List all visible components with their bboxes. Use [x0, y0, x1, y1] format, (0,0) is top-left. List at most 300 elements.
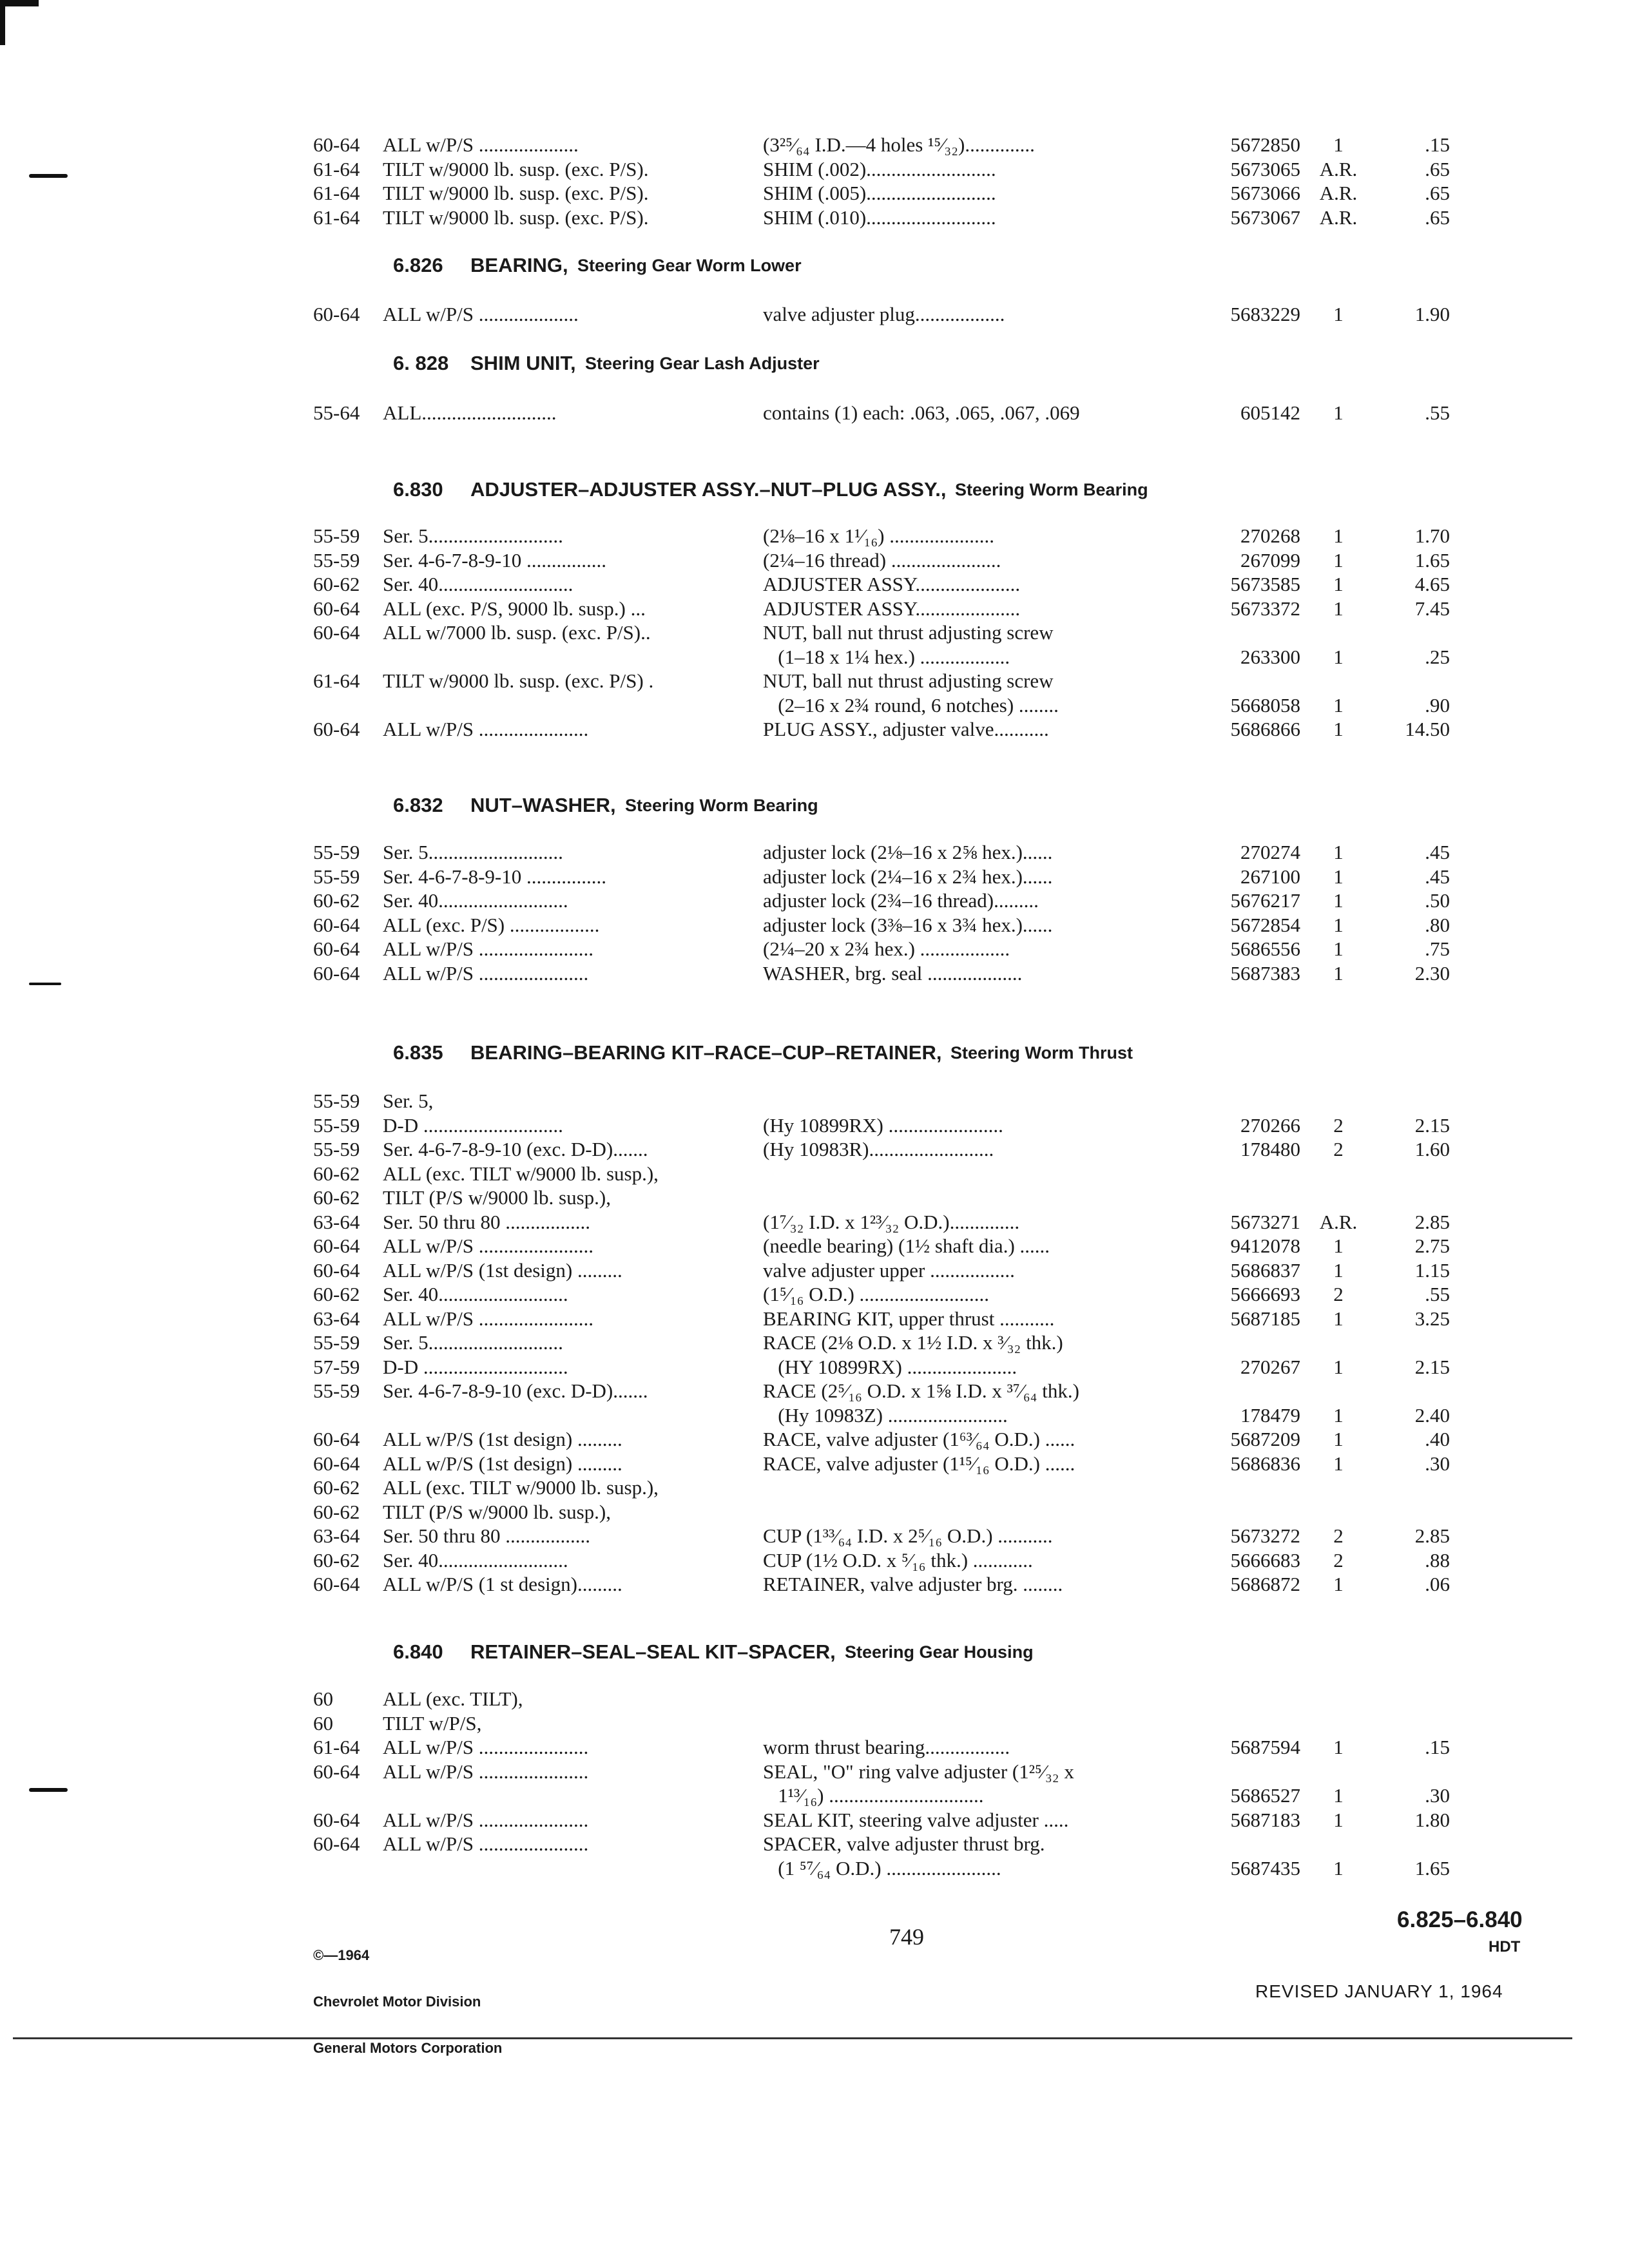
application: ALL (exc. TILT w/9000 lb. susp.),	[383, 1476, 659, 1499]
description: SPACER, valve adjuster thrust brg.	[763, 1832, 1045, 1855]
quantity: 1	[1333, 1808, 1344, 1831]
part-number: 5668058	[1230, 693, 1300, 716]
year-range: 61-64	[313, 1736, 360, 1758]
description: contains (1) each: .063, .065, .067, .069	[763, 401, 1080, 424]
year-range: 60-64	[313, 1573, 360, 1595]
table-row	[0, 1711, 1629, 1736]
table-row	[0, 523, 1629, 549]
year-range: 61-64	[313, 669, 360, 692]
price: .65	[1425, 206, 1450, 229]
section-title: SHIM UNIT,	[470, 352, 576, 374]
copyright-block	[313, 1917, 502, 2071]
part-number: 270274	[1240, 841, 1300, 863]
part-number: 5686556	[1230, 937, 1300, 960]
section-subtitle: Steering Worm Bearing	[955, 480, 1148, 499]
quantity: 1	[1333, 1235, 1344, 1257]
table-row	[0, 572, 1629, 597]
quantity: 2	[1333, 1138, 1344, 1160]
application: ALL (exc. TILT),	[383, 1687, 523, 1710]
description: SHIM (.005)..........................	[763, 182, 996, 204]
part-number: 5676217	[1230, 889, 1300, 912]
price: .55	[1425, 1283, 1450, 1305]
section-subtitle: Steering Gear Lash Adjuster	[585, 354, 820, 373]
description: (1 ⁵⁷⁄₆₄ O.D.) .......................	[763, 1856, 1001, 1879]
year-range: 55-59	[313, 1331, 360, 1354]
description: SHIM (.010)..........................	[763, 206, 996, 229]
price: 1.90	[1414, 303, 1450, 325]
application: ALL (exc. P/S, 9000 lb. susp.) ...	[383, 597, 646, 620]
year-range: 60-64	[313, 1760, 360, 1783]
application: TILT (P/S w/9000 lb. susp.),	[383, 1186, 611, 1209]
table-row	[0, 961, 1629, 986]
description: (3²⁵⁄₆₄ I.D.—4 holes ¹⁵⁄₃₂)..............	[763, 133, 1035, 156]
application: Ser. 5...........................	[383, 1331, 563, 1354]
section-heading	[0, 476, 1629, 504]
table-row	[0, 1499, 1629, 1525]
application: Ser. 40..........................	[383, 1283, 568, 1305]
section-title: ADJUSTER–ADJUSTER ASSY.–NUT–PLUG ASSY.,	[470, 478, 947, 501]
part-number: 5673065	[1230, 157, 1300, 180]
price: .90	[1425, 693, 1450, 716]
price: .80	[1425, 913, 1450, 936]
price: 2.40	[1414, 1403, 1450, 1427]
year-range: 60-62	[313, 1162, 360, 1185]
table-row	[0, 1233, 1629, 1259]
section-number: 6.832	[393, 794, 443, 816]
part-number: 5687183	[1230, 1808, 1300, 1831]
application: ALL w/P/S (1 st design).........	[383, 1573, 622, 1595]
year-range: 60-64	[313, 597, 360, 620]
price: 1.80	[1414, 1808, 1450, 1831]
quantity: 1	[1333, 1452, 1344, 1475]
application: Ser. 4-6-7-8-9-10 (exc. D-D).......	[383, 1379, 648, 1402]
year-range: 55-59	[313, 548, 360, 572]
year-range: 55-59	[313, 1379, 360, 1402]
part-number: 5673067	[1230, 206, 1300, 229]
application: ALL w/P/S (1st design) .........	[383, 1452, 622, 1475]
table-row	[0, 1475, 1629, 1501]
part-number: 5683229	[1230, 303, 1300, 325]
quantity: 1	[1333, 961, 1344, 985]
table-row	[0, 302, 1629, 327]
part-number: 263300	[1240, 645, 1300, 668]
part-number: 5673272	[1230, 1524, 1300, 1547]
application: ALL w/P/S .......................	[383, 937, 593, 960]
table-row	[0, 1306, 1629, 1332]
table-row	[0, 1161, 1629, 1187]
year-range: 60-62	[313, 1548, 360, 1571]
table-row	[0, 1831, 1629, 1857]
application: Ser. 40..........................	[383, 889, 568, 912]
application: ALL w/P/S (1st design) .........	[383, 1258, 622, 1282]
table-row	[0, 693, 1629, 718]
section-heading	[0, 1638, 1629, 1666]
price: 3.25	[1414, 1307, 1450, 1330]
year-range: 61-64	[313, 206, 360, 229]
part-number: 5686527	[1230, 1784, 1300, 1807]
description: RACE, valve adjuster (1⁶³⁄₆₄ O.D.) ......	[763, 1428, 1075, 1450]
price: 2.85	[1414, 1524, 1450, 1547]
table-row	[0, 1209, 1629, 1235]
price: .15	[1425, 1736, 1450, 1758]
quantity: 1	[1333, 937, 1344, 960]
table-row	[0, 1403, 1629, 1428]
application: ALL w/P/S (1st design) .........	[383, 1428, 622, 1450]
quantity: 1	[1333, 401, 1344, 424]
application: ALL w/P/S .......................	[383, 1307, 593, 1330]
year-range: 60-64	[313, 621, 360, 644]
scan-mark	[29, 174, 68, 178]
quantity: 2	[1333, 1524, 1344, 1547]
quantity: 1	[1333, 645, 1344, 668]
application: TILT w/9000 lb. susp. (exc. P/S) .	[383, 669, 654, 692]
part-number: 5687185	[1230, 1307, 1300, 1330]
price: 2.85	[1414, 1210, 1450, 1233]
quantity: 1	[1333, 597, 1344, 620]
table-row	[0, 205, 1629, 231]
part-number: 5673066	[1230, 182, 1300, 204]
table-row	[0, 912, 1629, 938]
section-number: 6.835	[393, 1041, 443, 1064]
description: BEARING KIT, upper thrust ...........	[763, 1307, 1055, 1330]
year-range: 55-64	[313, 401, 360, 424]
quantity: 1	[1333, 524, 1344, 547]
description: adjuster lock (2¼–16 x 2¾ hex.)......	[763, 865, 1053, 888]
year-range: 60-64	[313, 1452, 360, 1475]
year-range: 60-62	[313, 1476, 360, 1499]
table-row	[0, 668, 1629, 694]
part-number: 178479	[1240, 1403, 1300, 1427]
table-row	[0, 1282, 1629, 1307]
price: 1.15	[1414, 1258, 1450, 1282]
application: Ser. 5,	[383, 1090, 434, 1112]
description: ADJUSTER ASSY.....................	[763, 573, 1021, 595]
description: CUP (1³³⁄₆₄ I.D. x 2⁵⁄₁₆ O.D.) ...........	[763, 1524, 1053, 1547]
table-row	[0, 1113, 1629, 1139]
part-number: 267099	[1240, 548, 1300, 572]
quantity: 1	[1333, 693, 1344, 716]
quantity: 1	[1333, 133, 1344, 156]
section-title: NUT–WASHER,	[470, 794, 616, 816]
quantity: A.R.	[1319, 1210, 1358, 1233]
quantity: 1	[1333, 913, 1344, 936]
description: (2¼–20 x 2¾ hex.) ..................	[763, 937, 1010, 960]
application: ALL w/P/S ......................	[383, 1808, 589, 1831]
section-subtitle: Steering Worm Bearing	[625, 796, 818, 815]
table-row	[0, 1735, 1629, 1760]
price: 2.15	[1414, 1113, 1450, 1137]
corporation: General Motors Corporation	[313, 2040, 503, 2056]
quantity: 1	[1333, 548, 1344, 572]
part-number: 5666693	[1230, 1283, 1300, 1305]
application: ALL w/P/S ......................	[383, 718, 589, 740]
application: Ser. 50 thru 80 .................	[383, 1524, 591, 1547]
table-row	[0, 1185, 1629, 1211]
application: ALL w/P/S ......................	[383, 961, 589, 985]
application: Ser. 40..........................	[383, 1548, 568, 1571]
part-number: 5687383	[1230, 961, 1300, 985]
part-number: 5666683	[1230, 1548, 1300, 1571]
application: ALL w/P/S ......................	[383, 1760, 589, 1783]
application: TILT w/9000 lb. susp. (exc. P/S).	[383, 182, 649, 204]
year-range: 55-59	[313, 841, 360, 863]
scan-mark	[0, 0, 5, 45]
application: D-D .............................	[383, 1355, 568, 1378]
part-number: 5673585	[1230, 573, 1300, 595]
year-range: 55-59	[313, 1113, 360, 1137]
quantity: 1	[1333, 718, 1344, 740]
table-row	[0, 840, 1629, 865]
year-range: 60-62	[313, 1500, 360, 1523]
application: ALL w/P/S ....................	[383, 133, 579, 156]
price: .15	[1425, 133, 1450, 156]
quantity: 1	[1333, 1856, 1344, 1879]
year-range: 60-64	[313, 1428, 360, 1450]
price: .40	[1425, 1428, 1450, 1450]
year-range: 57-59	[313, 1355, 360, 1378]
application: ALL w/P/S ....................	[383, 303, 579, 325]
price: 7.45	[1414, 597, 1450, 620]
quantity: 2	[1333, 1113, 1344, 1137]
quantity: 1	[1333, 1736, 1344, 1758]
quantity: 1	[1333, 1403, 1344, 1427]
application: TILT w/9000 lb. susp. (exc. P/S).	[383, 206, 649, 229]
part-number: 5687209	[1230, 1428, 1300, 1450]
description: (2⅛–16 x 1¹⁄₁₆) .....................	[763, 524, 994, 547]
quantity: A.R.	[1319, 206, 1358, 229]
section-number: 6. 828	[393, 352, 449, 374]
year-range: 63-64	[313, 1307, 360, 1330]
year-range: 60-64	[313, 718, 360, 740]
description: SEAL KIT, steering valve adjuster .....	[763, 1808, 1069, 1831]
description: SHIM (.002)..........................	[763, 157, 996, 180]
year-range: 60-64	[313, 961, 360, 985]
table-row	[0, 1451, 1629, 1477]
part-number: 5686872	[1230, 1573, 1300, 1595]
section-subtitle: Steering Gear Housing	[845, 1642, 1034, 1662]
quantity: 1	[1333, 1784, 1344, 1807]
part-number: 5686837	[1230, 1258, 1300, 1282]
year-range: 55-59	[313, 524, 360, 547]
table-row	[0, 1523, 1629, 1549]
part-number: 5673271	[1230, 1210, 1300, 1233]
table-row	[0, 1088, 1629, 1114]
year-range: 63-64	[313, 1210, 360, 1233]
part-number: 9412078	[1230, 1235, 1300, 1257]
application: TILT (P/S w/9000 lb. susp.),	[383, 1500, 611, 1523]
year-range: 60-62	[313, 889, 360, 912]
section-heading	[0, 251, 1629, 280]
year-range: 60-62	[313, 573, 360, 595]
year-range: 60	[313, 1711, 333, 1735]
table-row	[0, 596, 1629, 622]
revised-date: REVISED JANUARY 1, 1964	[1255, 1981, 1503, 2001]
price: 1.65	[1414, 1856, 1450, 1879]
year-range: 60-64	[313, 937, 360, 960]
description: adjuster lock (3⅜–16 x 3¾ hex.)......	[763, 913, 1053, 936]
quantity: 1	[1333, 841, 1344, 863]
table-row	[0, 888, 1629, 914]
section-number: 6.840	[393, 1640, 443, 1663]
year-range: 61-64	[313, 182, 360, 204]
price: 14.50	[1405, 718, 1450, 740]
quantity: 1	[1333, 1307, 1344, 1330]
description: (1⁵⁄₁₆ O.D.) ..........................	[763, 1283, 990, 1305]
bottom-rule	[13, 2037, 1572, 2039]
year-range: 60-62	[313, 1186, 360, 1209]
year-range: 63-64	[313, 1524, 360, 1547]
section-heading	[0, 1039, 1629, 1067]
part-number: 5687594	[1230, 1736, 1300, 1758]
part-number: 5686836	[1230, 1452, 1300, 1475]
table-row	[0, 1856, 1629, 1881]
table-row	[0, 1378, 1629, 1404]
price: .55	[1425, 401, 1450, 424]
description: (Hy 10983Z) ........................	[763, 1403, 1008, 1427]
price: 2.75	[1414, 1235, 1450, 1257]
description: (needle bearing) (1½ shaft dia.) ......	[763, 1235, 1050, 1257]
application: Ser. 4-6-7-8-9-10 ................	[383, 865, 606, 888]
description: worm thrust bearing.................	[763, 1736, 1010, 1758]
table-row	[0, 548, 1629, 573]
section-heading	[0, 791, 1629, 820]
quantity: 1	[1333, 1573, 1344, 1595]
part-number: 5686866	[1230, 718, 1300, 740]
table-row	[0, 1571, 1629, 1597]
price: .30	[1425, 1784, 1450, 1807]
description: RETAINER, valve adjuster brg. ........	[763, 1573, 1063, 1595]
quantity: 1	[1333, 1428, 1344, 1450]
price: .88	[1425, 1548, 1450, 1571]
table-row	[0, 1354, 1629, 1380]
quantity: A.R.	[1319, 157, 1358, 180]
description: (Hy 10983R).........................	[763, 1138, 994, 1160]
description: RACE (2⅛ O.D. x 1½ I.D. x ³⁄₃₂ thk.)	[763, 1331, 1063, 1354]
part-number: 5673372	[1230, 597, 1300, 620]
description: (2–16 x 2¾ round, 6 notches) ........	[763, 693, 1059, 716]
table-row	[0, 1137, 1629, 1162]
application: Ser. 4-6-7-8-9-10 ................	[383, 548, 606, 572]
section-number: 6.830	[393, 478, 443, 501]
copyright: ©—1964	[313, 1947, 370, 1963]
application: ALL w/P/S ......................	[383, 1832, 589, 1855]
table-row	[0, 157, 1629, 182]
year-range: 60-64	[313, 1258, 360, 1282]
year-range: 60	[313, 1687, 333, 1710]
description: CUP (1½ O.D. x ⁵⁄₁₆ thk.) ............	[763, 1548, 1033, 1571]
table-row	[0, 400, 1629, 426]
application: ALL w/7000 lb. susp. (exc. P/S)..	[383, 621, 651, 644]
quantity: 1	[1333, 889, 1344, 912]
application: ALL...........................	[383, 401, 557, 424]
quantity: A.R.	[1319, 182, 1358, 204]
description: RACE (2⁵⁄₁₆ O.D. x 1⅝ I.D. x ³⁷⁄₆₄ thk.)	[763, 1379, 1079, 1402]
section-title: RETAINER–SEAL–SEAL KIT–SPACER,	[470, 1640, 836, 1663]
scan-mark	[29, 983, 61, 985]
price: .65	[1425, 157, 1450, 180]
part-number: 267100	[1240, 865, 1300, 888]
description: SEAL, "O" ring valve adjuster (1²⁵⁄₃₂ x	[763, 1760, 1074, 1783]
division: Chevrolet Motor Division	[313, 1994, 481, 2010]
description: NUT, ball nut thrust adjusting screw	[763, 621, 1054, 644]
table-row	[0, 620, 1629, 646]
table-row	[0, 1258, 1629, 1283]
price: .06	[1425, 1573, 1450, 1595]
table-row	[0, 864, 1629, 890]
application: TILT w/9000 lb. susp. (exc. P/S).	[383, 157, 649, 180]
year-range: 60-64	[313, 1832, 360, 1855]
table-row	[0, 1427, 1629, 1452]
table-row	[0, 716, 1629, 742]
application: Ser. 50 thru 80 .................	[383, 1210, 591, 1233]
table-row	[0, 1548, 1629, 1573]
application: Ser. 4-6-7-8-9-10 (exc. D-D).......	[383, 1138, 648, 1160]
table-row	[0, 1759, 1629, 1785]
description: WASHER, brg. seal ...................	[763, 961, 1023, 985]
section-title: BEARING,	[470, 254, 568, 276]
price: 1.70	[1414, 524, 1450, 547]
price: 4.65	[1414, 573, 1450, 595]
quantity: 1	[1333, 1258, 1344, 1282]
table-row	[0, 1330, 1629, 1356]
price: 1.60	[1414, 1138, 1450, 1160]
price: .45	[1425, 865, 1450, 888]
price: .65	[1425, 182, 1450, 204]
application: TILT w/P/S,	[383, 1711, 482, 1735]
year-range: 60-64	[313, 913, 360, 936]
description: 1¹³⁄₁₆) ...............................	[763, 1784, 984, 1807]
description: (1⁷⁄₃₂ I.D. x 1²³⁄₃₂ O.D.)..............	[763, 1210, 1020, 1233]
quantity: 1	[1333, 865, 1344, 888]
part-number: 5672854	[1230, 913, 1300, 936]
section-range: 6.825–6.840	[1397, 1907, 1523, 1932]
price: 2.30	[1414, 961, 1450, 985]
year-range: 60-64	[313, 303, 360, 325]
part-number: 5672850	[1230, 133, 1300, 156]
year-range: 60-64	[313, 133, 360, 156]
table-row	[0, 936, 1629, 962]
year-range: 60-64	[313, 1235, 360, 1257]
application: Ser. 5...........................	[383, 524, 563, 547]
description: RACE, valve adjuster (1¹⁵⁄₁₆ O.D.) ......	[763, 1452, 1075, 1475]
year-range: 60-64	[313, 1808, 360, 1831]
quantity: 1	[1333, 573, 1344, 595]
section-subtitle: Steering Gear Worm Lower	[577, 256, 802, 275]
description: (1–18 x 1¼ hex.) ..................	[763, 645, 1010, 668]
application: D-D ............................	[383, 1113, 563, 1137]
section-heading	[0, 349, 1629, 378]
quantity: 2	[1333, 1548, 1344, 1571]
description: NUT, ball nut thrust adjusting screw	[763, 669, 1054, 692]
price: .25	[1425, 645, 1450, 668]
quantity: 2	[1333, 1283, 1344, 1305]
price: 2.15	[1414, 1355, 1450, 1378]
scan-mark	[29, 1788, 68, 1792]
part-number: 270268	[1240, 524, 1300, 547]
table-row	[0, 180, 1629, 206]
quantity: 1	[1333, 1355, 1344, 1378]
quantity: 1	[1333, 303, 1344, 325]
table-row	[0, 1686, 1629, 1712]
part-number: 270266	[1240, 1113, 1300, 1137]
year-range: 60-62	[313, 1283, 360, 1305]
description: valve adjuster plug..................	[763, 303, 1005, 325]
description: PLUG ASSY., adjuster valve...........	[763, 718, 1049, 740]
application: ALL w/P/S .......................	[383, 1235, 593, 1257]
description: adjuster lock (2¾–16 thread).........	[763, 889, 1039, 912]
description: ADJUSTER ASSY.....................	[763, 597, 1021, 620]
part-number: 605142	[1240, 401, 1300, 424]
